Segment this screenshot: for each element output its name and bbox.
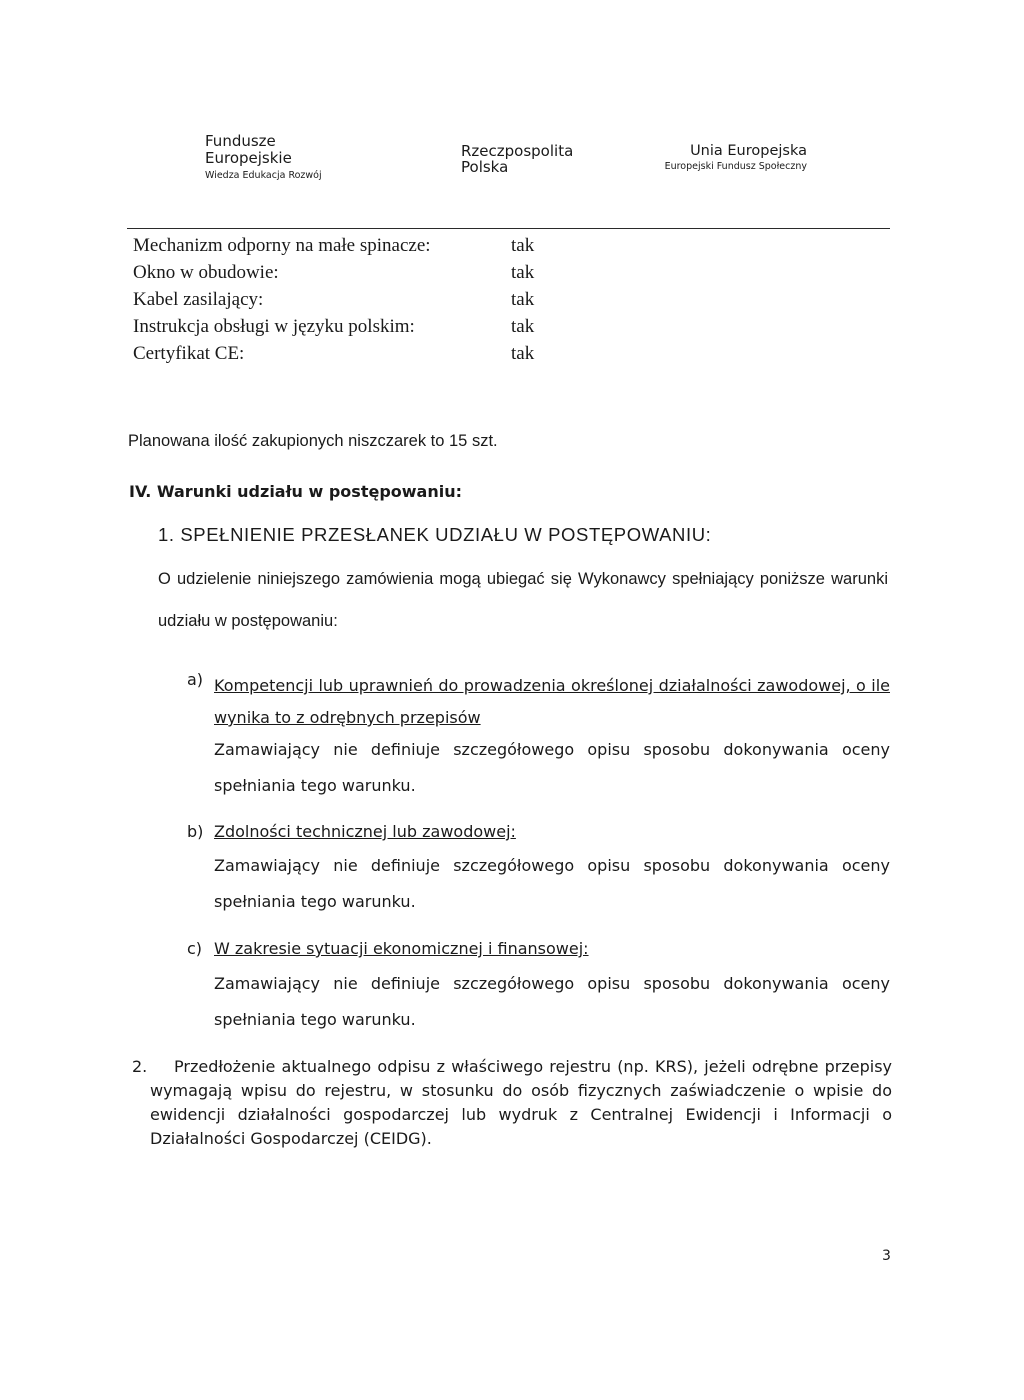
item-desc-c: Zamawiający nie definiuje szczegółowego opisu sposobu dokonywania oceny spełniania tego warunku. <box>214 974 890 1029</box>
spec-label: Instrukcja obsługi w języku polskim: <box>133 316 415 337</box>
ue-logo-line2: Europejski Fundusz Społeczny <box>664 161 807 172</box>
item-desc-b: Zamawiający nie definiuje szczegółowego opisu sposobu dokonywania oceny spełniania tego warunku. <box>214 856 890 911</box>
spec-label: Kabel zasilający: <box>133 289 264 310</box>
rp-logo-line1: Rzeczpospolita <box>461 142 574 160</box>
item-marker-c: c) <box>187 939 203 958</box>
planned-quantity-text: Planowana ilość zakupionych niszczarek to 15 szt. <box>128 432 498 450</box>
item-title-c: W zakresie sytuacji ekonomicznej i finansowej: <box>214 939 589 958</box>
spec-value: tak <box>511 289 535 310</box>
unia-europejska-logo <box>507 143 807 174</box>
final-item-text: Przedłożenie aktualnego odpisu z właściwego rejestru (np. KRS), jeżeli odrębne przepisy wymagają wpisu do rejestru, w stosunku do osób fizycznych zaświadczenie o wpisie do ewidencji działalności gospodarczej lub wydruk z Centralnej Ewidencji i Informacji o Działalności Gospodarczej (CEIDG). <box>150 1057 892 1148</box>
item-desc-a: Zamawiający nie definiuje szczegółowego opisu sposobu dokonywania oceny spełniania tego warunku. <box>214 740 890 795</box>
item-title-a: Kompetencji lub uprawnień do prowadzenia określonej działalności zawodowej, o ile wynika to z odrębnych przepisów <box>214 676 890 727</box>
fe-logo-tagline: Wiedza Edukacja Rozwój <box>205 170 322 181</box>
page-number: 3 <box>882 1248 891 1264</box>
spec-value: tak <box>511 343 535 364</box>
spec-label: Certyfikat CE: <box>133 343 245 364</box>
ue-logo-line1: Unia Europejska <box>690 143 807 159</box>
section-iv-title: IV. Warunki udziału w postępowaniu: <box>129 482 463 501</box>
conditions-heading: 1. SPEŁNIENIE PRZESŁANEK UDZIAŁU W POSTĘPOWANIU: <box>158 524 712 545</box>
spec-label: Mechanizm odporny na małe spinacze: <box>133 235 431 256</box>
spec-value: tak <box>511 262 535 283</box>
final-item-number: 2. <box>132 1057 148 1076</box>
fe-logo-line2: Europejskie <box>205 149 292 167</box>
header-divider <box>127 228 890 229</box>
item-title-b: Zdolności technicznej lub zawodowej: <box>214 822 516 841</box>
spec-value: tak <box>511 235 535 256</box>
spec-value: tak <box>511 316 535 337</box>
rp-logo-line2: Polska <box>461 158 509 176</box>
spec-label: Okno w obudowie: <box>133 262 279 283</box>
fe-logo-line1: Fundusze <box>205 132 276 150</box>
item-marker-b: b) <box>187 822 204 841</box>
fundusze-europejskie-logo <box>205 133 322 182</box>
conditions-intro: O udzielenie niniejszego zamówienia mogą ubiegać się Wykonawcy spełniający poniższe warunki udziału w postępowaniu: <box>158 570 888 630</box>
item-marker-a: a) <box>187 670 204 689</box>
